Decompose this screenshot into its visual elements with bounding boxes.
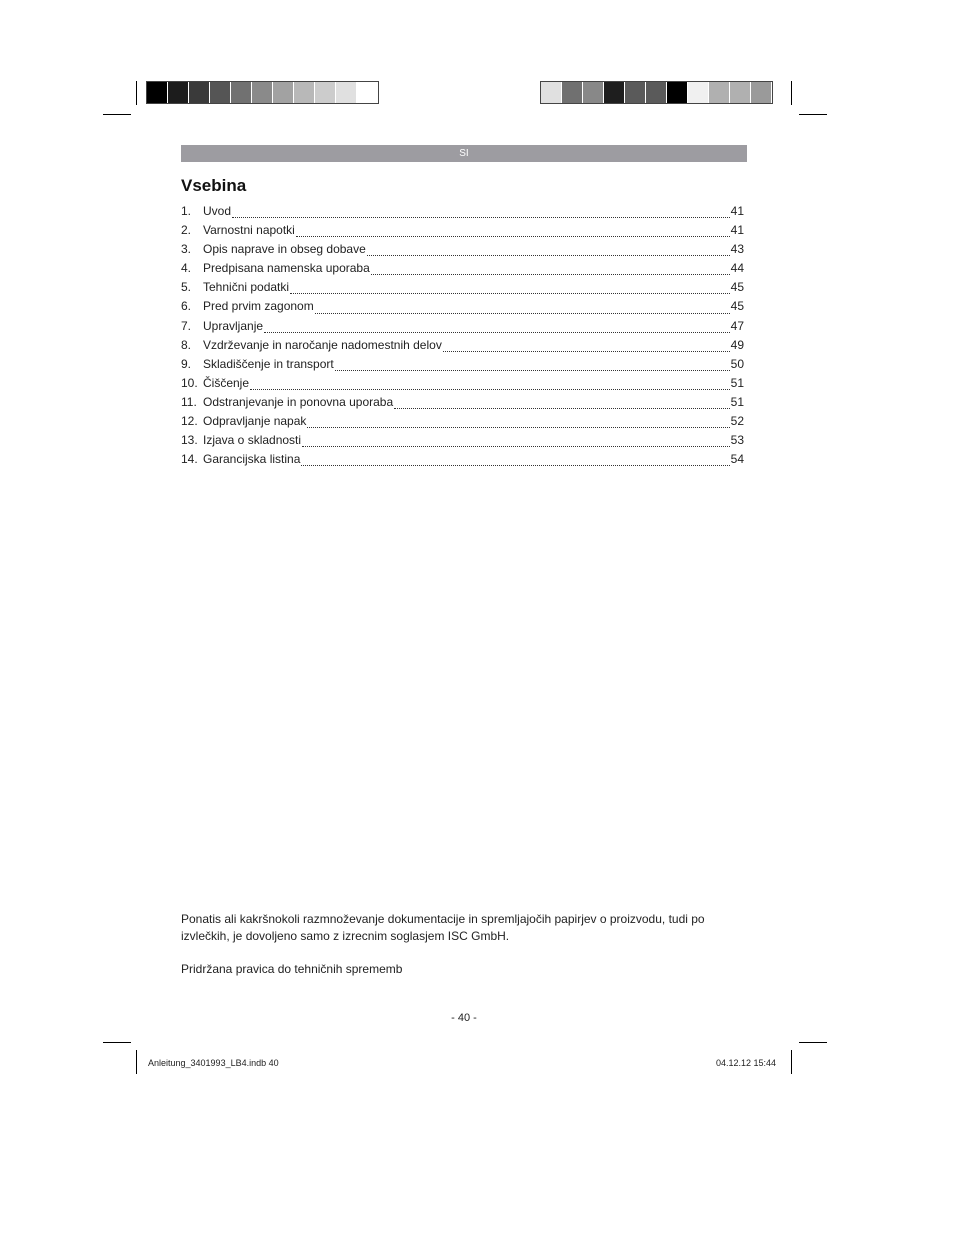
crop-mark <box>799 114 827 115</box>
toc-entry <box>181 433 744 452</box>
toc-number: 9. <box>181 356 192 371</box>
toc-leader-dots <box>296 235 730 237</box>
toc-leader-dots <box>335 369 730 371</box>
toc-number: 5. <box>181 280 192 295</box>
toc-entry <box>181 395 744 414</box>
color-swatch <box>583 82 604 103</box>
toc-title: Upravljanje <box>203 318 264 333</box>
color-swatch <box>294 82 315 103</box>
toc-entry <box>181 223 744 242</box>
toc-page-number: 45 <box>730 280 744 295</box>
crop-mark <box>791 81 792 105</box>
toc-title: Pred prvim zagonom <box>203 299 314 314</box>
toc-title: Opis naprave in obseg dobave <box>203 242 366 257</box>
toc-entry <box>181 204 744 223</box>
toc-title: Predpisana namenska uporaba <box>203 261 370 276</box>
color-swatch <box>252 82 273 103</box>
toc-page-number: 44 <box>730 261 744 276</box>
toc-leader-dots <box>367 254 730 256</box>
page-number: - 40 - <box>451 1012 477 1024</box>
toc-title: Čiščenje <box>203 375 250 390</box>
color-swatch <box>667 82 688 103</box>
color-swatch <box>688 82 709 103</box>
color-swatch <box>210 82 231 103</box>
toc-page-number: 43 <box>730 242 744 257</box>
color-swatch <box>604 82 625 103</box>
slug-date: 04.12.12 15:44 <box>716 1058 777 1068</box>
toc-entry <box>181 319 744 338</box>
toc-leader-dots <box>394 407 730 409</box>
toc-page-number: 51 <box>730 375 744 390</box>
toc-page-number: 49 <box>730 337 744 352</box>
crop-mark <box>136 1050 137 1074</box>
toc-page-number: 45 <box>730 299 744 314</box>
toc-number: 12. <box>181 414 198 429</box>
toc-title: Tehnični podatki <box>203 280 290 295</box>
toc-number: 3. <box>181 242 192 257</box>
toc-number: 6. <box>181 299 192 314</box>
toc-page-number: 52 <box>730 414 744 429</box>
toc-entry <box>181 414 744 433</box>
toc-number: 11. <box>181 394 197 409</box>
color-swatch <box>189 82 210 103</box>
color-calibration-bar-left <box>146 81 379 104</box>
color-swatch <box>646 82 667 103</box>
toc-page-number: 47 <box>730 318 744 333</box>
toc-leader-dots <box>302 445 730 447</box>
toc-leader-dots <box>232 216 730 218</box>
toc-title: Izjava o skladnosti <box>203 433 302 448</box>
toc-title: Skladiščenje in transport <box>203 356 334 371</box>
color-swatch <box>730 82 751 103</box>
toc-page-number: 53 <box>730 433 744 448</box>
toc-leader-dots <box>290 292 730 294</box>
color-swatch <box>336 82 357 103</box>
toc-number: 1. <box>181 204 192 218</box>
toc-title: Varnostni napotki <box>203 223 295 238</box>
color-swatch <box>168 82 189 103</box>
crop-mark <box>103 1042 131 1043</box>
toc-title: Vzdrževanje in naročanje nadomestnih delov <box>203 337 442 352</box>
color-swatch <box>315 82 336 103</box>
toc-title: Odstranjevanje in ponovna uporaba <box>203 394 394 409</box>
color-swatch <box>357 82 378 103</box>
toc-entry <box>181 338 744 357</box>
color-calibration-bar-right <box>540 81 773 104</box>
toc-entry <box>181 242 744 261</box>
toc-leader-dots <box>443 350 730 352</box>
color-swatch <box>709 82 730 103</box>
toc-title: Odpravljanje napak <box>203 414 307 429</box>
color-swatch <box>625 82 646 103</box>
table-of-contents <box>181 204 744 471</box>
toc-page-number: 41 <box>730 204 744 218</box>
toc-number: 2. <box>181 223 192 238</box>
toc-entry <box>181 357 744 376</box>
crop-mark <box>103 114 131 115</box>
toc-number: 8. <box>181 337 192 352</box>
toc-entry <box>181 280 744 299</box>
color-swatch <box>562 82 583 103</box>
toc-title: Garancijska listina <box>203 452 301 467</box>
color-swatch <box>273 82 294 103</box>
toc-leader-dots <box>371 273 730 275</box>
color-swatch <box>147 82 168 103</box>
toc-leader-dots <box>307 426 729 428</box>
toc-entry <box>181 452 744 471</box>
toc-number: 7. <box>181 318 192 333</box>
toc-page-number: 51 <box>730 394 744 409</box>
toc-number: 4. <box>181 261 192 276</box>
toc-title: Uvod <box>203 204 232 218</box>
color-swatch <box>751 82 772 103</box>
toc-page-number: 50 <box>730 356 744 371</box>
toc-entry <box>181 376 744 395</box>
language-bar: SI <box>181 145 747 162</box>
crop-mark <box>799 1042 827 1043</box>
toc-entry <box>181 261 744 280</box>
toc-leader-dots <box>301 464 729 466</box>
crop-mark <box>136 81 137 105</box>
slug-file: Anleitung_3401993_LB4.indb 40 <box>148 1058 279 1068</box>
toc-page-number: 54 <box>730 452 744 467</box>
toc-number: 10. <box>181 375 198 390</box>
color-swatch <box>231 82 252 103</box>
toc-number: 13. <box>181 433 198 448</box>
toc-leader-dots <box>264 331 730 333</box>
color-swatch <box>541 82 562 103</box>
toc-entry <box>181 299 744 318</box>
toc-number: 14. <box>181 452 198 467</box>
toc-leader-dots <box>315 312 730 314</box>
crop-mark <box>791 1050 792 1074</box>
toc-leader-dots <box>250 388 730 390</box>
toc-page-number: 41 <box>730 223 744 238</box>
page-title: Vsebina <box>181 176 247 195</box>
copyright-note: Ponatis ali kakršnokoli razmnoževanje dokumentacije in spremljajočih papirjev o proizvodu, tudi po izvlečkih, je dovoljeno samo z izrecnim soglasjem ISC GmbH. <box>181 912 705 943</box>
rights-note: Pridržana pravica do tehničnih sprememb <box>181 962 403 976</box>
